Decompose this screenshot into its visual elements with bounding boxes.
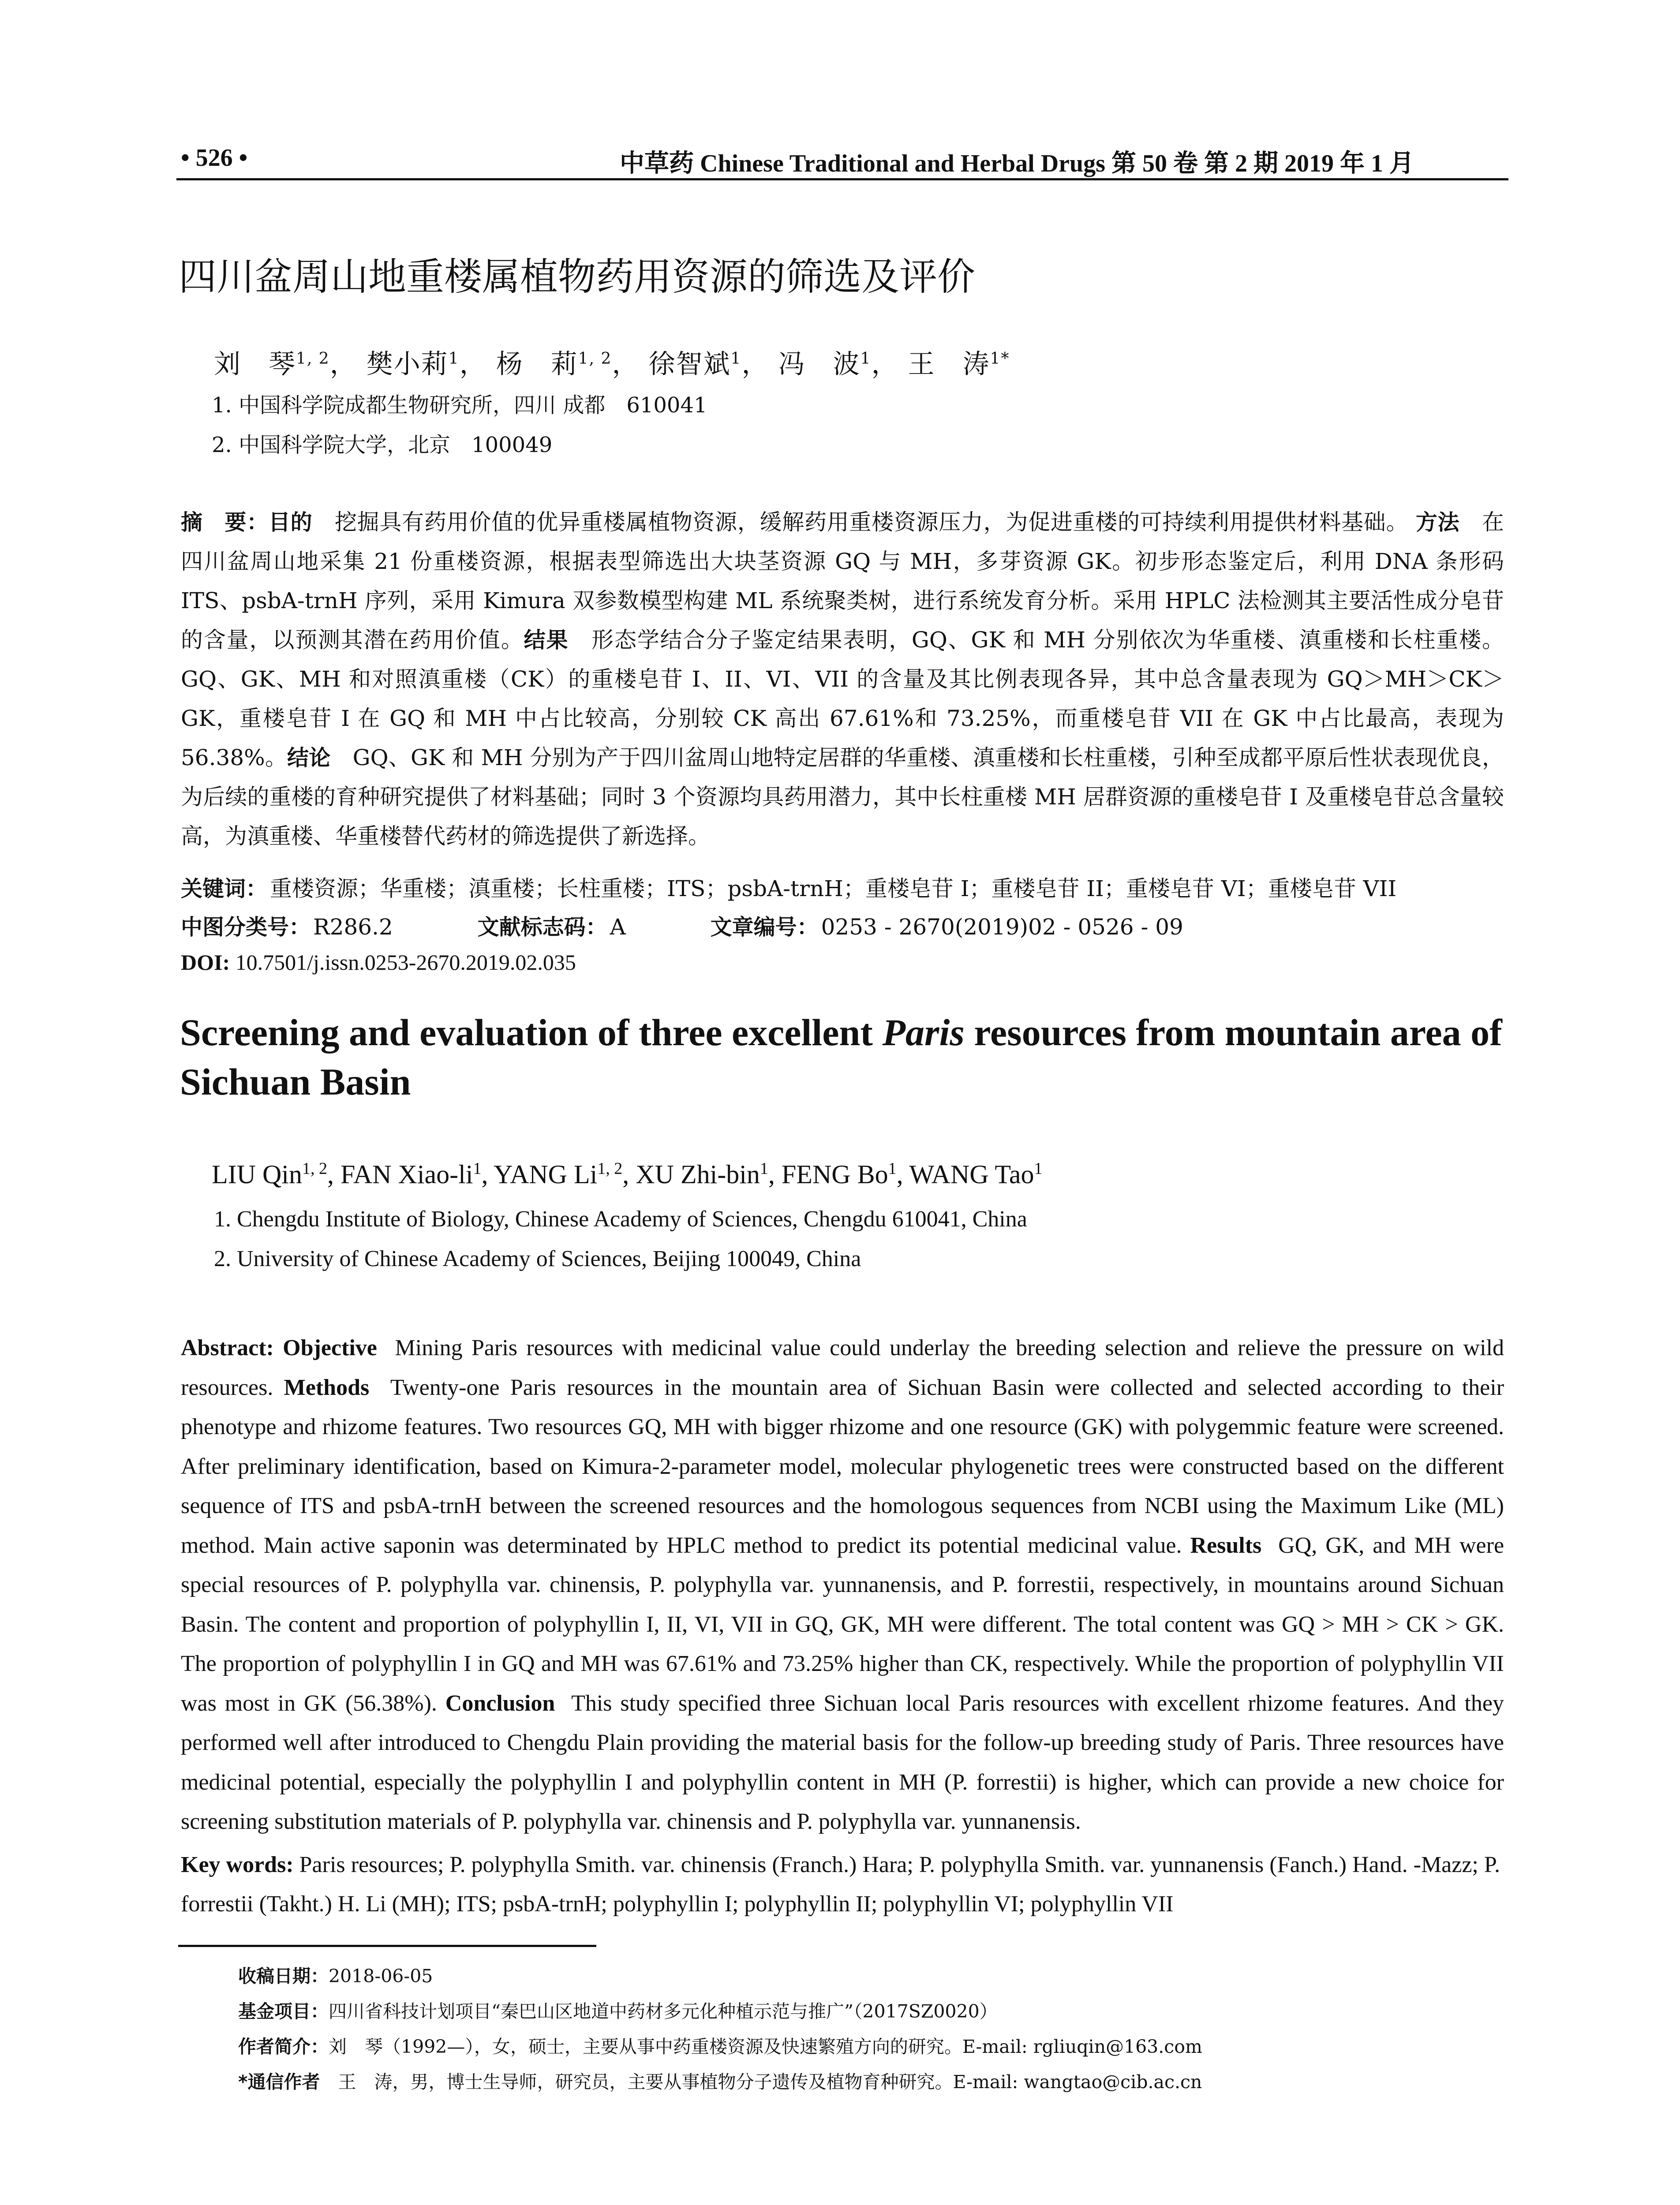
doi-value: 10.7501/j.issn.0253-2670.2019.02.035	[235, 950, 576, 975]
footnote-label: 基金项目：	[238, 2001, 329, 2022]
footnote-label: 作者简介：	[238, 2036, 329, 2057]
methods-label: Methods	[284, 1375, 370, 1400]
english-title-part2: resources from mountain area of Sichuan Basin	[180, 1011, 1502, 1103]
author-name: 樊小莉	[366, 349, 449, 380]
doi-label: DOI:	[181, 950, 230, 975]
english-abstract	[181, 1328, 1504, 1842]
author-name: 杨 莉	[496, 349, 578, 380]
chinese-keywords	[181, 871, 1396, 903]
english-title-italic: Paris	[882, 1011, 965, 1054]
conclusion-label: 结论	[287, 745, 331, 770]
keywords-text: Paris resources; P. polyphylla Smith. var. chinensis (Franch.) Hara; P. polyphylla Smith. var. yunnanensis (Fanch.) Hand. -Mazz; P. forrestii (Takht.) H. Li (MH); ITS; psbA-trnH; polyphyllin I; polyphyllin II; polyphyllin VI; polyphyllin VII	[181, 1852, 1500, 1917]
chinese-affiliation-2: 2. 中国科学院大学，北京 100049	[212, 433, 553, 457]
author-sup: 1, 2	[302, 1159, 327, 1178]
author-name: FENG Bo	[781, 1160, 888, 1189]
conclusion-text: This study specified three Sichuan local Paris resources with excellent rhizome features. And they performed well after introduced to Chengdu Plain providing the material basis for the follow-up breeding study of Paris. Three resources have medicinal potential, especially the polyphyllin I and polyphyllin content in MH (P. forrestii) is higher, which can provide a new choice for screening substitution materials of P. polyphylla var. chinensis and P. polyphylla var. yunnanensis.	[181, 1690, 1504, 1834]
author-name: FAN Xiao-li	[340, 1160, 473, 1189]
article-no-label: 文章编号：	[710, 915, 819, 940]
author-name: 徐智斌	[648, 349, 731, 380]
author-sup: 1, 2	[296, 350, 330, 368]
clc-value: R286.2	[313, 914, 393, 940]
english-title	[180, 1008, 1512, 1106]
footnote-text: 王 涛，男，博士生导师，研究员，主要从事植物分子遗传及植物育种研究。E-mail: wangtao@cib.ac.cn	[338, 2071, 1202, 2093]
results-label: 结果	[524, 628, 569, 653]
footnote-text: 2018-06-05	[329, 1966, 433, 1987]
english-affiliation-1: 1. Chengdu Institute of Biology, Chinese Academy of Sciences, Chengdu 610041, China	[214, 1207, 1027, 1232]
author-sup: 1, 2	[578, 350, 612, 368]
author-sup: 1	[730, 350, 742, 368]
running-header	[176, 140, 1508, 180]
footnote-rule	[178, 1945, 596, 1947]
objective-label: Objective	[283, 1335, 377, 1360]
footnote-label: 收稿日期：	[238, 1966, 329, 1987]
author-sup: 1	[860, 350, 872, 368]
journal-header: 中草药 Chinese Traditional and Herbal Drugs 第 50 卷 第 2 期 2019 年 1 月	[620, 150, 1414, 177]
footnote-corresponding	[238, 2067, 1202, 2093]
author-name: 刘 琴	[214, 349, 296, 380]
methods-text: Twenty-one Paris resources in the mountain area of Sichuan Basin were collected and selected according to their phenotype and rhizome features. Two resources GQ, MH with bigger rhizome and one resource (GK) with polygemmic feature were screened. After preliminary identification, based on Kimura-2-parameter model, molecular phylogenetic trees were constructed based on the different sequence of ITS and psbA-trnH between the screened resources and the homologous sequences from NCBI using the Maximum Like (ML) method. Main active saponin was determinated by HPLC method to predict its potential medicinal value.	[181, 1375, 1504, 1558]
author-name: 冯 波	[778, 349, 861, 380]
footnote-label: *通信作者	[238, 2071, 338, 2093]
english-title-part1: Screening and evaluation of three excellent	[180, 1011, 883, 1054]
footnote-text: 四川省科技计划项目“秦巴山区地道中药材多元化种植示范与推广”（2017SZ0020）	[329, 2001, 998, 2022]
methods-text: 在四川盆周山地采集 21 份重楼资源，根据表型筛选出大块茎资源 GQ 与 MH，多芽资源 GK。初步形态鉴定后，利用 DNA 条形码 ITS、psbA-trnH 序列，采用 Kimura 双参数模型构建 ML 系统聚类树，进行系统发育分析。采用 HPLC 法检测其主要活性成分皂苷的含量，以预测其潜在药用价值。	[181, 509, 1504, 653]
doi-line	[181, 949, 576, 975]
objective-text: Mining Paris resources with medicinal value could underlay the breeding selection and relieve the pressure on wild resources.	[181, 1335, 1504, 1400]
objective-label: 目的	[268, 510, 313, 535]
footnote-received	[238, 1962, 433, 1988]
chinese-affiliation-1: 1. 中国科学院成都生物研究所，四川 成都 610041	[212, 393, 707, 418]
author-name: XU Zhi-bin	[636, 1160, 760, 1189]
author-sup: 1	[448, 350, 460, 368]
author-sup: 1	[473, 1159, 482, 1178]
author-sup: 1*	[990, 350, 1010, 368]
author-sup: 1	[1034, 1159, 1043, 1178]
chinese-abstract	[181, 503, 1504, 856]
conclusion-text: GQ、GK 和 MH 分别为产于四川盆周山地特定居群的华重楼、滇重楼和长柱重楼，引种至成都平原后性状表现优良，为后续的重楼的育种研究提供了材料基础；同时 3 个资源均具药用潜力，其中长柱重楼 MH 居群资源的重楼皂苷 I 及重楼皂苷总含量较高，为滇重楼、华重楼替代药材的筛选提供了新选择。	[181, 745, 1504, 849]
page-number: • 526 •	[181, 144, 248, 172]
clc-label: 中图分类号：	[181, 915, 311, 940]
footnote-author-bio	[238, 2032, 1202, 2058]
footnote-text: 刘 琴（1992—），女，硕士，主要从事中药重楼资源及快速繁殖方向的研究。E-mail: rgliuqin@163.com	[329, 2036, 1202, 2057]
objective-text: 挖掘具有药用价值的优异重楼属植物资源，缓解药用重楼资源压力，为促进重楼的可持续利用提供材料基础。	[335, 509, 1409, 535]
english-keywords	[181, 1845, 1504, 1924]
keywords-label: Key words:	[181, 1852, 294, 1877]
author-sup: 1	[888, 1159, 897, 1178]
abstract-label: Abstract:	[181, 1335, 274, 1360]
header-rule	[176, 178, 1508, 180]
article-no-value: 0253 - 2670(2019)02 - 0526 - 09	[821, 914, 1183, 940]
author-name: 王 涛	[908, 349, 990, 380]
english-affiliation-2: 2. University of Chinese Academy of Sciences, Beijing 100049, China	[214, 1246, 861, 1271]
results-text: 形态学结合分子鉴定结果表明，GQ、GK 和 MH 分别依次为华重楼、滇重楼和长柱重楼。GQ、GK、MH 和对照滇重楼（CK）的重楼皂苷 I、II、VI、VII 的含量及其比例表现各异，其中总含量表现为 GQ＞MH＞CK＞GK，重楼皂苷 I 在 GQ 和 MH 中占比较高，分别较 CK 高出 67.61%和 73.25%，而重楼皂苷 VII 在 GK 中占比最高，表现为 56.38%。	[181, 627, 1504, 770]
chinese-title: 四川盆周山地重楼属植物药用资源的筛选及评价	[179, 255, 975, 299]
keywords-text: 重楼资源；华重楼；滇重楼；长柱重楼；ITS；psbA-trnH；重楼皂苷 I；重楼皂苷 II；重楼皂苷 VI；重楼皂苷 VII	[270, 876, 1397, 901]
chinese-authors: 刘 琴$^{1, 2}$， 樊小莉$^1$， 杨 莉$^{1, 2}$， 徐智斌$^1$， 冯 波$^1$， 王 涛$^{1*}$	[214, 349, 1010, 380]
author-sup: 1	[760, 1159, 768, 1178]
abstract-label: 摘 要：	[181, 510, 269, 535]
conclusion-label: Conclusion	[445, 1690, 555, 1716]
classification-line	[181, 910, 1183, 941]
author-name: WANG Tao	[909, 1160, 1034, 1189]
keywords-label: 关键词：	[181, 876, 268, 901]
english-authors: LIU Qin$^{1, 2}$, FAN Xiao-$li^1$, YANG Li$^{1, 2}$, XU Zhi-bin$^1$, FENG Bo$^1$, WANG Tao$^1$	[212, 1159, 1043, 1189]
doc-code-value: A	[610, 914, 626, 940]
doc-code-label: 文献标志码：	[477, 915, 607, 940]
author-name: YANG Li	[494, 1160, 598, 1189]
author-name: LIU Qin	[212, 1160, 302, 1189]
results-label: Results	[1190, 1532, 1262, 1558]
footnote-funding	[238, 1997, 998, 2023]
results-text: GQ, GK, and MH were special resources of P. polyphylla var. chinensis, P. polyphylla var. yunnanensis, and P. forrestii, respectively, in mountains around Sichuan Basin. The content and proportion of polyphyllin I, II, VI, VII in GQ, GK, MH were different. The total content was GQ > MH > CK > GK. The proportion of polyphyllin I in GQ and MH was 67.61% and 73.25% higher than CK, respectively. While the proportion of polyphyllin VII was most in GK (56.38%).	[181, 1532, 1504, 1716]
methods-label: 方法	[1415, 510, 1460, 535]
author-sup: 1, 2	[597, 1159, 623, 1178]
